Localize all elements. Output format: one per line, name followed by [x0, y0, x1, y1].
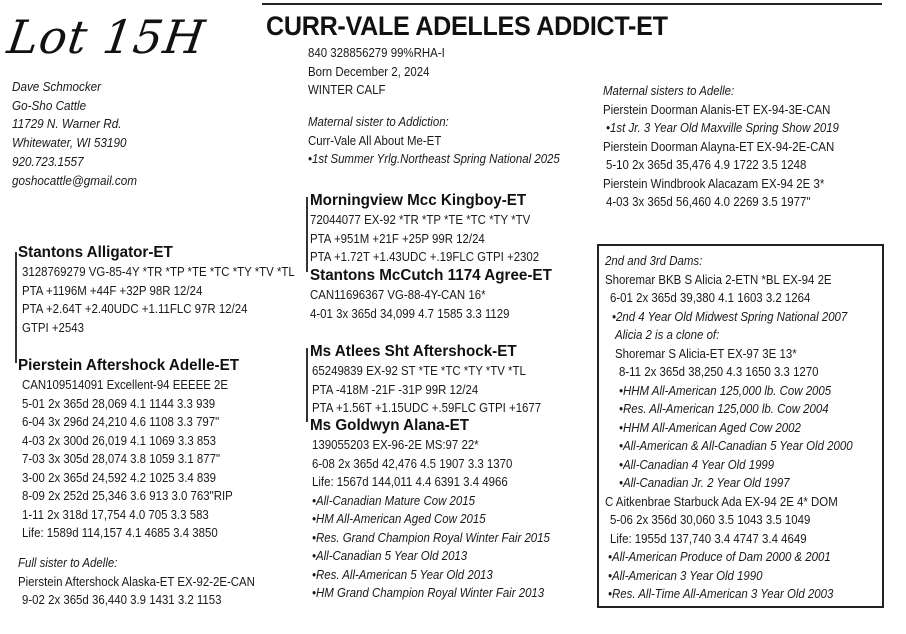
- dam-name: Pierstein Aftershock Adelle-ET: [18, 357, 240, 374]
- dam-id-line: CAN109514091 Excellent-94 EEEEE 2E: [22, 377, 229, 392]
- dam-record: 1-11 2x 318d 17,754 4.0 705 3.3 583: [22, 506, 209, 522]
- sire-line: 72044077 EX-92 *TR *TP *TE *TC *TY *TV: [310, 212, 531, 227]
- contact-info: [12, 78, 137, 190]
- second-dam-name: Shoremar BKB S Alicia 2-ETN *BL EX-94 2E: [605, 271, 832, 287]
- sire-name: Morningview Mcc Kingboy-ET: [310, 192, 527, 209]
- dam-record: 8-09 2x 252d 25,346 3.6 913 3.0 763"RIP: [22, 488, 233, 503]
- contact-phone: 920.723.1557: [12, 153, 84, 169]
- dam-record: 7-03 3x 305d 28,074 3.8 1059 3.1 877": [22, 451, 221, 466]
- full-sister-name: Pierstein Aftershock Alaska-ET EX-92-2E-CAN: [18, 573, 255, 589]
- maternal-sister-2-name: Pierstein Doorman Alayna-ET EX-94-2E-CAN: [603, 138, 835, 154]
- contact-name: Dave Schmocker: [12, 79, 102, 94]
- dams-dam-name: Ms Goldwyn Alana-ET: [310, 417, 470, 434]
- dam-block: [18, 356, 262, 543]
- maternal-sister-3-name: Pierstein Windbrook Alacazam EX-94 2E 3*: [603, 175, 825, 191]
- dams-sire-line: 3128769279 VG-85-4Y *TR *TP *TE *TC *TY *TV *TL: [22, 264, 295, 279]
- full-sister-heading: Full sister to Adelle:: [18, 555, 118, 570]
- dams-sire-line: GTPI +2543: [22, 319, 85, 335]
- sire-block: [310, 191, 570, 267]
- maternal-sister-1-award: •1st Jr. 3 Year Old Maxville Spring Show 2019: [606, 120, 839, 135]
- dams-dam-sire-block: [310, 342, 572, 418]
- clone-award: •HHM All-American 125,000 lb. Cow 2005: [619, 382, 832, 398]
- third-dam-name: C Aitkenbrae Starbuck Ada EX-94 2E 4* DOM: [605, 493, 838, 509]
- sire-of-sire-line: CAN11696367 VG-88-4Y-CAN 16*: [310, 287, 486, 302]
- contact-city: Whitewater, WI 53190: [12, 135, 127, 151]
- dam-record: Life: 1589d 114,157 4.1 4685 3.4 3850: [22, 525, 218, 540]
- subject-info: [308, 44, 463, 100]
- maternal-sisters-adelle: [603, 82, 871, 212]
- sire-of-sire-name: Stantons McCutch 1174 Agree-ET: [310, 267, 552, 284]
- dams-dam-sire-name: Ms Atlees Sht Aftershock-ET: [310, 343, 517, 360]
- sire-line: PTA +951M +21F +25P 99R 12/24: [310, 230, 485, 246]
- dams-dam-line: Life: 1567d 144,011 4.4 6391 3.4 4966: [312, 474, 508, 489]
- dams-dam-award: •All-Canadian Mature Cow 2015: [312, 492, 475, 508]
- third-dam-award: •All-American 3 Year Old 1990: [608, 567, 763, 583]
- dam-bracket-line: [15, 252, 17, 363]
- maternal-sister-1-name: Pierstein Doorman Alanis-ET EX-94-3E-CAN: [603, 101, 831, 117]
- full-sister-block: [18, 554, 287, 610]
- clone-award: •All-Canadian 4 Year Old 1999: [619, 456, 775, 472]
- dams-dam-award: •HM All-American Aged Cow 2015: [312, 511, 486, 526]
- sire-line: PTA +1.72T +1.43UDC +.19FLC GTPI +2302: [310, 249, 540, 264]
- maternal-sister-name: Curr-Vale All About Me-ET: [308, 132, 442, 148]
- box-heading: 2nd and 3rd Dams:: [605, 253, 703, 268]
- dams-dam-line: 6-08 2x 365d 42,476 4.5 1907 3.3 1370: [312, 455, 513, 471]
- dams-dam-sire-line: PTA -418M -21F -31P 99R 12/24: [312, 381, 479, 397]
- subject-class: WINTER CALF: [308, 82, 386, 97]
- dams-dam-award: •All-Canadian 5 Year Old 2013: [312, 548, 468, 563]
- clone-note: Alicia 2 is a clone of:: [615, 327, 720, 342]
- clone-award: •HHM All-American Aged Cow 2002: [619, 419, 801, 435]
- second-dam-record: 6-01 2x 365d 39,380 4.1 1603 3.2 1264: [610, 290, 811, 305]
- dams-dam-sire-line: PTA +1.56T +1.15UDC +.59FLC GTPI +1677: [312, 400, 542, 415]
- dams-sire-name: Stantons Alligator-ET: [18, 244, 173, 261]
- dam-record: 3-00 2x 365d 24,592 4.2 1025 3.4 839: [22, 469, 217, 485]
- contact-email[interactable]: goshocattle@gmail.com: [12, 172, 138, 188]
- third-dam-life: Life: 1955d 137,740 3.4 4747 3.4 4649: [610, 530, 807, 546]
- second-third-dams-content: [605, 252, 884, 604]
- third-dam-award: •All-American Produce of Dam 2000 & 2001: [608, 549, 831, 564]
- sire-of-sire-block: [310, 266, 565, 323]
- sire-of-sire-line: 4-01 3x 365d 34,099 4.7 1585 3.3 1129: [310, 305, 510, 321]
- maternal-sisters-heading: Maternal sisters to Adelle:: [603, 83, 735, 98]
- dam-record: 4-03 2x 300d 26,019 4.1 1069 3.3 853: [22, 432, 217, 448]
- dams-dam-block: [310, 416, 582, 603]
- dams-dam-bracket-line: [306, 348, 308, 422]
- contact-street: 11729 N. Warner Rd.: [12, 116, 122, 132]
- maternal-sister-2-record: 5-10 2x 365d 35,476 4.9 1722 3.5 1248: [606, 157, 807, 172]
- clone-record: 8-11 2x 365d 38,250 4.3 1650 3.3 1270: [619, 364, 819, 379]
- dams-dam-line: 139055203 EX-96-2E MS:97 22*: [312, 437, 479, 452]
- dams-sire-block: [18, 243, 332, 337]
- page-title: CURR-VALE ADELLES ADDICT-ET: [266, 11, 668, 41]
- dams-dam-award: •HM Grand Champion Royal Winter Fair 2013: [312, 585, 545, 600]
- dams-dam-award: •Res. Grand Champion Royal Winter Fair 2015: [312, 529, 550, 545]
- dams-sire-line: PTA +2.64T +2.40UDC +1.11FLC 97R 12/24: [22, 301, 248, 316]
- dams-dam-award: •Res. All-American 5 Year Old 2013: [312, 566, 493, 582]
- lot-number: Lot 15H: [4, 10, 209, 64]
- third-dam-award: •Res. All-Time All-American 3 Year Old 2003: [608, 586, 834, 601]
- contact-farm: Go-Sho Cattle: [12, 97, 87, 113]
- dam-record: 6-04 3x 296d 24,210 4.6 1108 3.3 797": [22, 414, 220, 429]
- maternal-sister-addiction: [308, 113, 594, 169]
- top-rule: [262, 3, 882, 5]
- subject-registration: 840 328856279 99%RHA-I: [308, 45, 445, 60]
- second-dam-award: •2nd 4 Year Old Midwest Spring National 2007: [612, 308, 848, 324]
- dams-sire-line: PTA +1196M +44F +32P 98R 12/24: [22, 282, 203, 298]
- clone-award: •All-American & All-Canadian 5 Year Old 2000: [619, 438, 853, 453]
- full-sister-record: 9-02 2x 365d 36,440 3.9 1431 3.2 1153: [22, 592, 222, 607]
- clone-award: •All-Canadian Jr. 2 Year Old 1997: [619, 475, 790, 490]
- subject-birth-date: Born December 2, 2024: [308, 63, 430, 79]
- maternal-sister-heading: Maternal sister to Addiction:: [308, 114, 449, 129]
- maternal-sister-3-record: 4-03 3x 365d 56,460 4.0 2269 3.5 1977": [606, 194, 811, 209]
- clone-name: Shoremar S Alicia-ET EX-97 3E 13*: [615, 345, 797, 361]
- maternal-sister-award: •1st Summer Yrlg.Northeast Spring National 2025: [308, 151, 560, 166]
- dam-record: 5-01 2x 365d 28,069 4.1 1144 3.3 939: [22, 395, 216, 411]
- clone-award: •Res. All-American 125,000 lb. Cow 2004: [619, 401, 829, 416]
- dams-dam-sire-line: 65249839 EX-92 ST *TE *TC *TY *TV *TL: [312, 363, 526, 378]
- third-dam-record: 5-06 2x 356d 30,060 3.5 1043 3.5 1049: [610, 512, 811, 527]
